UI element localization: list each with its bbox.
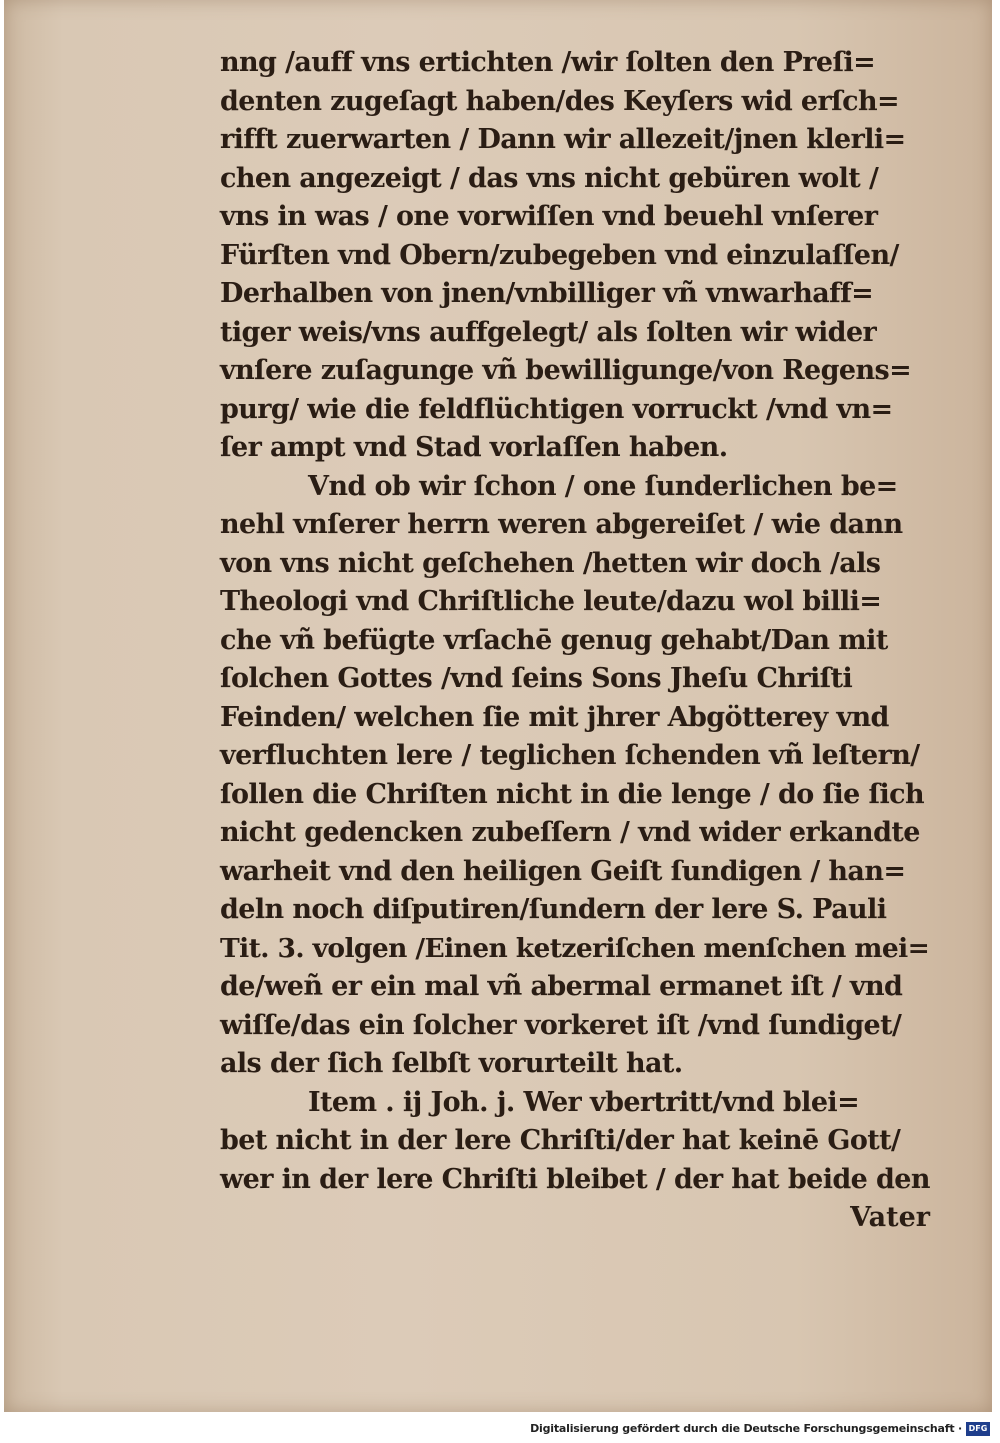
text-line: nicht gedencken zubeſſern / vnd wider erkandte (220, 817, 920, 848)
text-line: wiſſe/das ein ſolcher vorkeret iſt /vnd ſundiget/ (220, 1009, 902, 1041)
text-line: verfluchten lere / teglichen ſchenden vñ leſtern/ (220, 740, 920, 771)
text-line: ſer ampt vnd Stad vorlaſſen haben. (220, 432, 728, 463)
text-line: chen angezeigt / das vns nicht gebüren wolt / (220, 162, 879, 194)
text-line: Fürſten vnd Obern/zubegeben vnd einzulaſſen/ (220, 239, 899, 271)
text-line: rifft zuerwarten / Dann wir allezeit/jnen klerli= (220, 124, 906, 155)
text-line: Derhalben von jnen/vnbilliger vñ vnwarhaff= (220, 278, 874, 309)
footer-credit: Digitalisierung gefördert durch die Deutsche Forschungsgemeinschaft · (530, 1422, 962, 1435)
text-line: wer in der lere Chriſti bleibet / der hat beide den (220, 1163, 930, 1195)
text-line: bet nicht in der lere Chriſti/der hat keinē Gott/ (220, 1125, 901, 1156)
paragraph-start-line: Item . ij Joh. j. Wer vbertritt/vnd blei= (308, 1086, 860, 1118)
text-line: ſollen die Chriſten nicht in die lenge / do ſie ſich (220, 778, 925, 810)
text-line: nng /auff vns ertichten /wir ſolten den Preſi= (220, 47, 876, 78)
text-line: ſolchen Gottes /vnd ſeins Sons Jheſu Chriſti (220, 663, 853, 694)
text-line: vns in was / one vorwiſſen vnd beuehl vnſerer (220, 201, 878, 232)
text-line: tiger weis/vns auffgelegt/ als ſolten wir wider (220, 316, 877, 348)
text-line: warheit vnd den heiligen Geiſt ſundigen / han= (220, 855, 906, 887)
text-line: nehl vnſerer herrn weren abgereiſet / wie dann (220, 509, 903, 540)
catchword: Vater (850, 1202, 930, 1233)
dfg-logo-text: DFG (968, 1424, 988, 1433)
text-line: von vns nicht geſchehen /hetten wir doch /als (220, 547, 881, 579)
book-page (4, 0, 992, 1412)
paragraph-start-line: Vnd ob wir ſchon / one ſunderlichen be= (308, 470, 898, 502)
text-line: purg/ wie die feldflüchtigen vorruckt /vnd vn= (220, 393, 893, 425)
text-block (220, 44, 936, 1238)
text-line: denten zugeſagt haben/des Keyſers wid erſch= (220, 85, 900, 117)
text-line: deln noch diſputiren/ſundern der lere S. Pauli (220, 894, 887, 925)
footer-bar (0, 1414, 1000, 1443)
text-line: Feinden/ welchen ſie mit jhrer Abgötterey vnd (220, 701, 889, 733)
text-line: als der ſich ſelbſt vorurteilt hat. (220, 1048, 683, 1079)
text-line: Tit. 3. volgen /Einen ketzeriſchen menſchen mei= (220, 932, 930, 964)
text-line: de/weñ er ein mal vñ abermal ermanet iſt / vnd (220, 971, 903, 1002)
dfg-logo (966, 1422, 990, 1436)
text-line: Theologi vnd Chriſtliche leute/dazu wol billi= (220, 586, 882, 617)
text-line: vnſere zuſagunge vñ bewilligunge/von Regens= (220, 355, 912, 386)
text-line: che vñ befügte vrſachē genug gehabt/Dan mit (220, 624, 888, 656)
